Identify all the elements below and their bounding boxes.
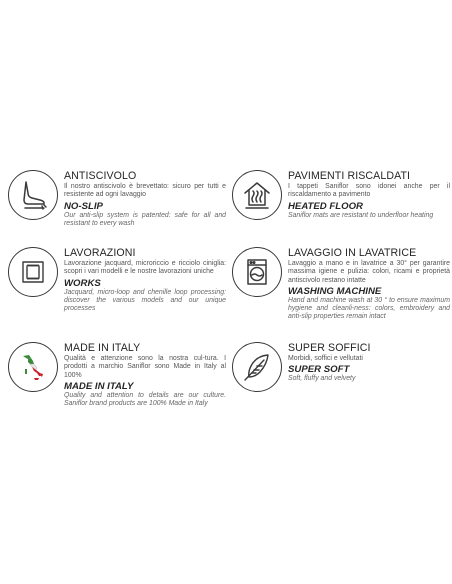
feature-title-en: MADE IN ITALY bbox=[64, 380, 134, 392]
italy-map-icon bbox=[8, 342, 58, 392]
feature-desc-en: Soft, fluffy and velvety bbox=[288, 375, 356, 383]
feature-desc-it: I tappeti Saniflor sono idonei anche per il riscaldamento a pavimento bbox=[288, 183, 450, 199]
feature-desc-it: Lavaggio a mano e in lavatrice a 30° per garantire massima igiene e pulizia: colori, ricami e proprietà antiscivolo restano intatte bbox=[288, 260, 450, 284]
fabric-texture-icon bbox=[8, 247, 58, 297]
feature-title-en: SUPER SOFT bbox=[288, 364, 350, 376]
washing-machine-icon bbox=[232, 247, 282, 297]
feather-icon bbox=[232, 342, 282, 392]
feature-desc-it: Qualità e attenzione sono la nostra cul-tura. I prodotti a marchio Saniflor sono Made in Italy al 100% bbox=[64, 355, 226, 379]
feature-title-it: LAVAGGIO IN LAVATRICE bbox=[288, 247, 417, 259]
feature-desc-en: Our anti-slip system is patented: safe for all and resistant to every wash bbox=[64, 211, 226, 227]
heated-floor-icon bbox=[232, 170, 282, 220]
feature-works bbox=[8, 247, 226, 327]
feature-title-en: HEATED FLOOR bbox=[288, 200, 363, 212]
feature-desc-it: Morbidi, soffici e vellutati bbox=[288, 355, 363, 362]
feature-desc-en: Saniflor mats are resistant to underfloor heating bbox=[288, 211, 434, 219]
feature-desc-en: Hand and machine wash at 30 ° to ensure maximum hygiene and cleanli-ness: colors, embroidery and anti-slip properties remain intact bbox=[288, 296, 450, 321]
feature-desc-en: Quality and attention to details are our culture. Saniflor brand products are 100% Made in Italy bbox=[64, 391, 226, 408]
feature-title-it: LAVORAZIONI bbox=[64, 247, 136, 259]
feature-desc-it: Lavorazione jacquard, microriccio e ricciolo ciniglia: scopri i vari modelli e le nostre lavorazioni uniche bbox=[64, 260, 226, 276]
feature-title-en: WORKS bbox=[64, 277, 101, 289]
feature-title-en: WASHING MACHINE bbox=[288, 285, 382, 297]
feature-washing-machine bbox=[232, 247, 450, 327]
feature-title-en: NO-SLIP bbox=[64, 200, 103, 212]
feature-super-soft bbox=[232, 342, 447, 422]
feature-desc-it: Il nostro antiscivolo è brevettato: sicuro per tutti e resistente ad ogni lavaggio bbox=[64, 183, 226, 199]
feature-title-it: SUPER SOFFICI bbox=[288, 342, 371, 354]
foot-slip-icon bbox=[8, 170, 58, 220]
feature-heated-floor bbox=[232, 170, 450, 250]
feature-title-it: PAVIMENTI RISCALDATI bbox=[288, 170, 411, 182]
feature-desc-en: Jacquard, micro-loop and chenille loop processing: discover the various models and our unique processes bbox=[64, 288, 226, 313]
feature-title-it: MADE IN ITALY bbox=[64, 342, 141, 354]
feature-made-in-italy bbox=[8, 342, 226, 422]
feature-title-it: ANTISCIVOLO bbox=[64, 170, 137, 182]
feature-no-slip bbox=[8, 170, 226, 250]
